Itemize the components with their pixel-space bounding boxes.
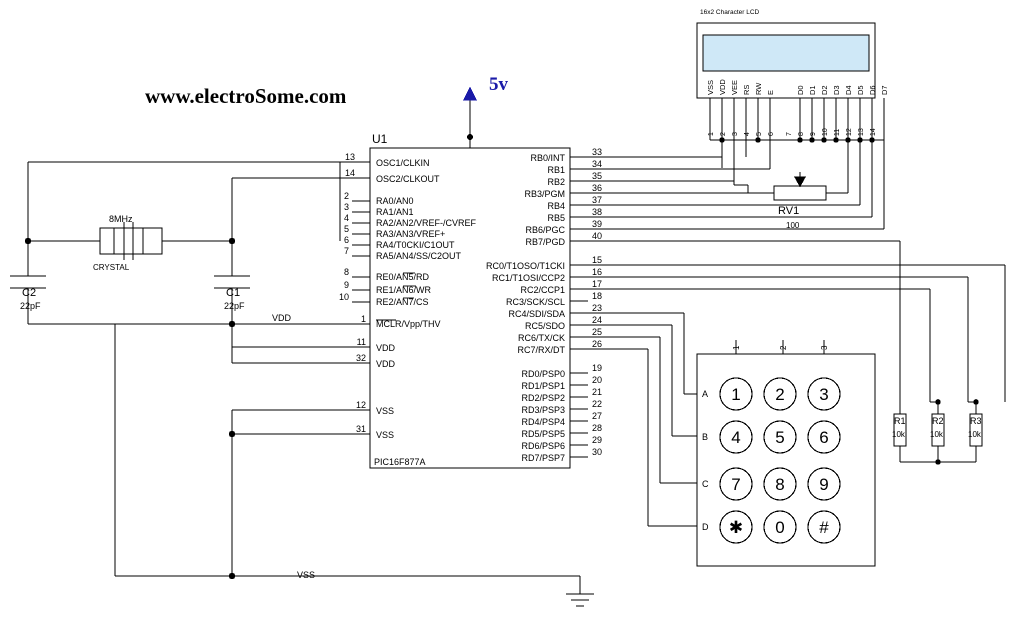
pin-name: RD7/PSP7 — [521, 453, 565, 463]
lcd-pin-name: E — [766, 89, 775, 95]
resistor-value: 10k — [930, 430, 943, 439]
pin-num: 14 — [344, 168, 355, 178]
keypad-key: 3 — [819, 385, 829, 404]
resistor-ref: R1 — [894, 416, 906, 426]
pin-name: RB7/PGD — [525, 237, 565, 247]
pin-num: 24 — [592, 315, 603, 325]
lcd-pin-name: D6 — [868, 85, 877, 95]
mcu-ref: U1 — [372, 132, 388, 146]
pin-num: 7 — [343, 246, 349, 256]
lcd-pin-name: RS — [742, 84, 751, 95]
lcd-pin-name: D4 — [844, 85, 853, 95]
crystal-label: CRYSTAL — [93, 263, 130, 272]
lcd-pin-num: 14 — [870, 128, 877, 136]
keypad-key: 1 — [731, 385, 741, 404]
mcu-part: PIC16F877A — [374, 457, 426, 467]
pin-name: RB1 — [547, 165, 565, 175]
pin-num: 40 — [592, 231, 603, 241]
lcd-pin-name: D5 — [856, 85, 865, 95]
lcd-pin-name: D7 — [880, 85, 889, 95]
keypad-col-label: 1 — [732, 345, 741, 350]
pin-num: 8 — [343, 267, 349, 277]
pin-name: RD5/PSP5 — [521, 429, 565, 439]
pin-num: 5 — [343, 224, 349, 234]
resistor-ref: R3 — [970, 416, 982, 426]
resistor-value: 10k — [968, 430, 981, 439]
keypad-row-label: C — [702, 479, 709, 489]
pin-num: 18 — [592, 291, 603, 301]
pin-num: 21 — [592, 387, 603, 397]
lcd-pin-num: 5 — [756, 132, 763, 136]
lcd-pin-num: 4 — [744, 132, 751, 136]
pin-num: 33 — [592, 147, 603, 157]
pin-name: OSC1/CLKIN — [376, 158, 430, 168]
pin-name: RC4/SDI/SDA — [508, 309, 565, 319]
pin-name: RD3/PSP3 — [521, 405, 565, 415]
pin-num: 19 — [592, 363, 603, 373]
pin-num: 22 — [592, 399, 603, 409]
net-label-vss-bottom: VSS — [297, 570, 316, 580]
pin-num: 10 — [338, 292, 349, 302]
keypad-key: 9 — [819, 475, 829, 494]
pin-name: VSS — [376, 406, 395, 416]
keypad-key: 7 — [731, 475, 741, 494]
pin-name: RB6/PGC — [525, 225, 565, 235]
pin-num: 15 — [592, 255, 603, 265]
keypad-row-label: D — [702, 522, 709, 532]
lcd-pin-name: D3 — [832, 85, 841, 95]
lcd-pin-num: 3 — [732, 132, 739, 136]
pin-num: 25 — [592, 327, 603, 337]
lcd-pin-name: D0 — [796, 85, 805, 95]
pin-num: 30 — [592, 447, 603, 457]
resistor-ref: R2 — [932, 416, 944, 426]
pin-name: RD1/PSP1 — [521, 381, 565, 391]
pin-name: RD4/PSP4 — [521, 417, 565, 427]
pin-num: 32 — [355, 353, 366, 363]
pin-num: 2 — [343, 191, 349, 201]
pin-name: RC3/SCK/SCL — [505, 297, 565, 307]
keypad-key: 8 — [775, 475, 785, 494]
net-label-vdd: VDD — [272, 313, 292, 323]
resistor-value: 10k — [892, 430, 905, 439]
keypad-key: 6 — [819, 428, 829, 447]
pin-name: RC2/CCP1 — [520, 285, 565, 295]
pin-name: RA1/AN1 — [376, 207, 414, 217]
keypad-row-label: A — [702, 389, 709, 399]
lcd-pin-num: 2 — [720, 132, 727, 136]
keypad-row-label: B — [702, 432, 709, 442]
pin-num: 26 — [592, 339, 603, 349]
lcd-pin-num: 12 — [846, 128, 853, 136]
pin-name: MCLR/Vpp/THV — [376, 319, 441, 329]
pin-num: 38 — [592, 207, 603, 217]
pin-num: 20 — [592, 375, 603, 385]
pin-num: 4 — [343, 213, 349, 223]
lcd-pin-name: VEE — [730, 79, 739, 95]
pin-name: RA4/T0CKI/C1OUT — [376, 240, 455, 250]
keypad-key: 5 — [775, 428, 785, 447]
lcd-pin-name: VDD — [718, 79, 727, 95]
keypad-key: # — [819, 518, 829, 537]
pin-name: RA2/AN2/VREF-/CVREF — [376, 218, 477, 228]
lcd-pin-num: 9 — [810, 132, 817, 136]
crystal-value: 8MHz — [109, 214, 133, 224]
lcd-pin-name: VSS — [706, 79, 715, 95]
lcd-pin-name: D2 — [820, 85, 829, 95]
cap-ref: C1 — [226, 287, 241, 299]
pin-num: 9 — [343, 280, 349, 290]
pin-name: RD0/PSP0 — [521, 369, 565, 379]
pot-ref: RV1 — [778, 205, 800, 217]
keypad-col-label: 3 — [820, 345, 829, 350]
lcd-pin-num: 1 — [708, 132, 715, 136]
pin-num: 12 — [355, 400, 366, 410]
pin-num: 27 — [592, 411, 603, 421]
cap-ref: C2 — [22, 287, 37, 299]
pin-num: 6 — [343, 235, 349, 245]
pin-name: RD6/PSP6 — [521, 441, 565, 451]
pin-num: 35 — [592, 171, 603, 181]
pin-name: OSC2/CLKOUT — [376, 174, 440, 184]
pin-name: VDD — [376, 343, 396, 353]
keypad-key: 0 — [775, 518, 785, 537]
lcd-screen — [703, 35, 869, 71]
pin-num: 11 — [356, 337, 366, 347]
pin-name: RD2/PSP2 — [521, 393, 565, 403]
pin-name: RB2 — [547, 177, 565, 187]
keypad-key: 2 — [775, 385, 785, 404]
pin-num: 29 — [592, 435, 603, 445]
watermark-text: www.electroSome.com — [145, 84, 347, 108]
cap-value: 22pF — [20, 301, 41, 311]
lcd-pin-num: 13 — [858, 128, 865, 136]
supply-label: 5v — [489, 74, 508, 95]
pin-num: 28 — [592, 423, 603, 433]
pin-num: 17 — [592, 279, 603, 289]
pin-name: RC1/T1OSI/CCP2 — [491, 273, 565, 283]
pot-value: 100 — [786, 221, 800, 230]
pin-name: RB4 — [547, 201, 565, 211]
lcd-pin-num: 7 — [786, 132, 793, 136]
pin-name: RE1/AN6/WR — [376, 285, 432, 295]
keypad-col-label: 2 — [779, 345, 788, 350]
keypad-key: ✱ — [728, 518, 744, 537]
pin-name: RC5/SDO — [524, 321, 565, 331]
pin-name: RA5/AN4/SS/C2OUT — [376, 251, 462, 261]
pin-name: RB5 — [547, 213, 565, 223]
pin-name: RE0/AN5/RD — [376, 272, 430, 282]
lcd-pin-num: 8 — [798, 132, 805, 136]
pin-num: 23 — [592, 303, 603, 313]
lcd-title: 16x2 Character LCD — [700, 9, 760, 16]
keypad-key: 4 — [731, 428, 741, 447]
pin-name: RB3/PGM — [524, 189, 565, 199]
lcd-pin-num: 6 — [768, 132, 775, 136]
pin-name: VSS — [376, 430, 395, 440]
pin-name: RE2/AN7/CS — [376, 297, 429, 307]
lcd-pin-num: 11 — [834, 128, 841, 136]
pin-name: RA0/AN0 — [376, 196, 414, 206]
pin-num: 39 — [592, 219, 603, 229]
pin-num: 3 — [343, 202, 349, 212]
pin-name: RC7/RX/DT — [517, 345, 565, 355]
potentiometer-body — [774, 186, 826, 200]
pin-name: RB0/INT — [530, 153, 565, 163]
pin-num: 36 — [592, 183, 603, 193]
pin-name: RC6/TX/CK — [517, 333, 565, 343]
pin-num: 37 — [592, 195, 603, 205]
pin-num: 1 — [360, 314, 366, 324]
pin-name: RA3/AN3/VREF+ — [376, 229, 446, 239]
cap-value: 22pF — [224, 301, 245, 311]
pin-num: 13 — [344, 152, 355, 162]
lcd-pin-name: RW — [754, 82, 763, 95]
lcd-pin-num: 10 — [822, 128, 829, 136]
supply-arrow — [464, 88, 476, 100]
pin-num: 16 — [592, 267, 603, 277]
lcd-pin-name: D1 — [808, 85, 817, 95]
pin-num: 34 — [592, 159, 603, 169]
pin-name: VDD — [376, 359, 396, 369]
pin-num: 31 — [355, 424, 366, 434]
pin-name: RC0/T1OSO/T1CKI — [485, 261, 565, 271]
